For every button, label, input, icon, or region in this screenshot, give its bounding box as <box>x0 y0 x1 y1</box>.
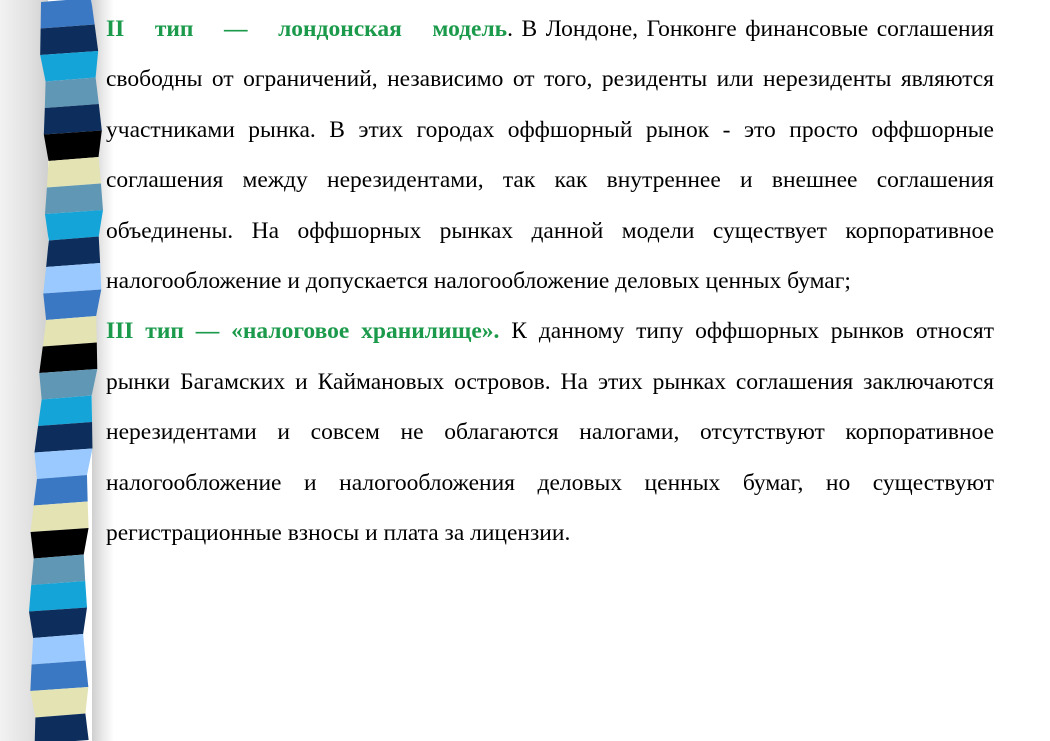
stripe-segment <box>39 369 97 400</box>
stripe-segment <box>35 714 89 741</box>
stripe-segment <box>47 157 101 188</box>
stripe-segment <box>32 634 86 665</box>
paragraph-heading: III тип — «налоговое хранилище». <box>106 318 500 345</box>
paragraph-heading: II тип — лондонская модель <box>106 16 508 42</box>
stripe-segment <box>31 502 89 533</box>
stripe-segment <box>29 581 87 612</box>
stripe-segment <box>43 316 97 347</box>
stripe-segment <box>44 131 102 162</box>
stripe-segment <box>45 78 99 109</box>
stripe-segment <box>40 51 98 82</box>
stripe-segment <box>43 263 101 294</box>
stripe-segment <box>34 449 92 480</box>
stripe-segment <box>44 104 102 135</box>
stripe-segment <box>30 687 88 718</box>
paragraph-text: . В Лондоне, Гонконге финансовые соглашения свободны от ограничений, независимо от того, резиденты или нерезиденты являются участниками рынка. В этих городах оффшорный рынок - это просто оффшорные соглашения между нерезидентами, так как внутреннее и внешнее соглашения объединены. На оффшорных рынках данной модели существует корпоративное налогообложение и допускается налогообложение деловых ценных бумаг; <box>106 16 994 295</box>
stripe-segment <box>34 475 88 506</box>
text-body <box>106 4 994 558</box>
paragraph-text: К данному типу оффшорных рынков относят рынки Багамских и Каймановых островов. На этих рынках соглашения заключаются нерезидентами и совсем не облагаются налогами, отсутствуют корпоративное налогообложение и налогообложения деловых ценных бумаг, но существуют регистрационные взносы и плата за лицензии. <box>106 318 994 547</box>
paragraph-type-2 <box>106 4 994 306</box>
stripe-segment <box>31 528 89 559</box>
stripe-segment <box>38 396 92 427</box>
stripe-segment <box>29 608 87 639</box>
stripe-segment <box>41 0 95 29</box>
stripe-segment <box>30 661 88 692</box>
stripe-segment <box>34 422 92 453</box>
stripe-segment <box>39 343 97 374</box>
stripe-group <box>29 0 103 741</box>
stripe-segment <box>45 184 103 215</box>
stripe-segment <box>43 290 101 321</box>
paragraph-type-3 <box>106 306 994 558</box>
stripe-segment <box>46 237 100 268</box>
stripe-segment <box>45 210 103 241</box>
stripe-segment <box>40 25 98 56</box>
stripe-segment <box>31 555 85 586</box>
